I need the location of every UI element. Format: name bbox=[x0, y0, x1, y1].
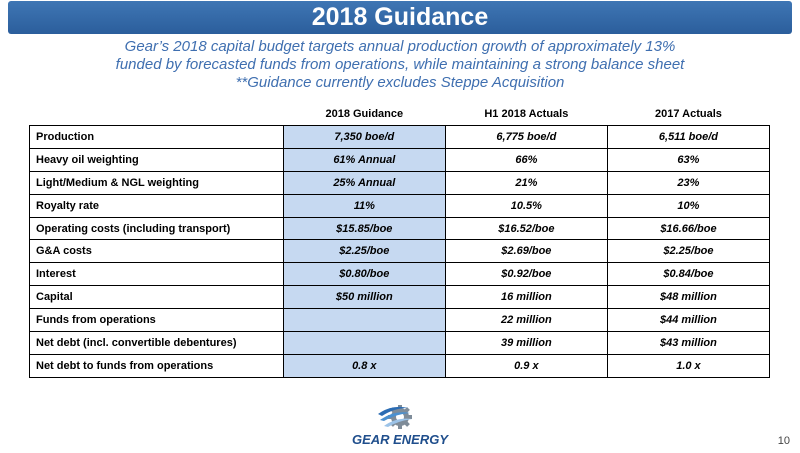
subtitle-line-3: **Guidance currently excludes Steppe Acquisition bbox=[235, 74, 565, 91]
row-label: Net debt to funds from operations bbox=[30, 354, 284, 377]
table-row bbox=[30, 194, 770, 217]
row-label: Production bbox=[30, 126, 284, 149]
table-row bbox=[30, 263, 770, 286]
row-label: Capital bbox=[30, 286, 284, 309]
cell-2017: $2.25/boe bbox=[607, 240, 769, 263]
gear-logo-icon bbox=[330, 402, 470, 448]
table-row bbox=[30, 309, 770, 332]
cell-2018-guidance: $2.25/boe bbox=[283, 240, 445, 263]
subtitle bbox=[20, 38, 780, 92]
cell-h1-2018: 16 million bbox=[445, 286, 607, 309]
header-2017-actuals: 2017 Actuals bbox=[655, 108, 722, 120]
cell-2017: 23% bbox=[607, 171, 769, 194]
row-label: G&A costs bbox=[30, 240, 284, 263]
page-number: 10 bbox=[777, 435, 790, 447]
subtitle-line-2: funded by forecasted funds from operations, while maintaining a strong balance sheet bbox=[115, 56, 685, 73]
cell-2018-guidance: 0.8 x bbox=[283, 354, 445, 377]
table-row bbox=[30, 171, 770, 194]
row-label: Light/Medium & NGL weighting bbox=[30, 171, 284, 194]
table-row bbox=[30, 126, 770, 149]
cell-h1-2018: 0.9 x bbox=[445, 354, 607, 377]
cell-2018-guidance: $15.85/boe bbox=[283, 217, 445, 240]
cell-2018-guidance bbox=[283, 309, 445, 332]
cell-h1-2018: 21% bbox=[445, 171, 607, 194]
subtitle-line-1: Gear’s 2018 capital budget targets annual production growth of approximately 13% bbox=[124, 38, 676, 55]
cell-h1-2018: 39 million bbox=[445, 332, 607, 355]
cell-2017: $43 million bbox=[607, 332, 769, 355]
table-row bbox=[30, 217, 770, 240]
header-2018-guidance: 2018 Guidance bbox=[325, 108, 404, 120]
header-h1-2018-actuals: H1 2018 Actuals bbox=[484, 108, 569, 120]
cell-2017: $16.66/boe bbox=[607, 217, 769, 240]
cell-2018-guidance: 11% bbox=[283, 194, 445, 217]
cell-2017: 1.0 x bbox=[607, 354, 769, 377]
cell-h1-2018: 6,775 boe/d bbox=[445, 126, 607, 149]
cell-h1-2018: 10.5% bbox=[445, 194, 607, 217]
cell-2018-guidance: 25% Annual bbox=[283, 171, 445, 194]
guidance-table bbox=[29, 103, 770, 378]
page-title: 2018 Guidance bbox=[311, 3, 489, 31]
row-label: Funds from operations bbox=[30, 309, 284, 332]
cell-h1-2018: $0.92/boe bbox=[445, 263, 607, 286]
cell-2018-guidance: $50 million bbox=[283, 286, 445, 309]
title-bar bbox=[8, 1, 792, 34]
cell-2017: $0.84/boe bbox=[607, 263, 769, 286]
row-label: Net debt (incl. convertible debentures) bbox=[30, 332, 284, 355]
row-label: Royalty rate bbox=[30, 194, 284, 217]
table-row bbox=[30, 286, 770, 309]
table-row bbox=[30, 354, 770, 377]
table-row bbox=[30, 240, 770, 263]
cell-2017: 6,511 boe/d bbox=[607, 126, 769, 149]
cell-2018-guidance: 7,350 boe/d bbox=[283, 126, 445, 149]
cell-2018-guidance bbox=[283, 332, 445, 355]
cell-h1-2018: 22 million bbox=[445, 309, 607, 332]
cell-2017: $44 million bbox=[607, 309, 769, 332]
logo-text: GEAR ENERGY bbox=[351, 432, 449, 447]
row-label: Operating costs (including transport) bbox=[30, 217, 284, 240]
table-row bbox=[30, 148, 770, 171]
gear-energy-logo bbox=[330, 402, 470, 448]
row-label: Interest bbox=[30, 263, 284, 286]
row-label: Heavy oil weighting bbox=[30, 148, 284, 171]
cell-h1-2018: $2.69/boe bbox=[445, 240, 607, 263]
cell-2017: 63% bbox=[607, 148, 769, 171]
cell-2017: 10% bbox=[607, 194, 769, 217]
table-row bbox=[30, 332, 770, 355]
header-blank bbox=[30, 103, 284, 126]
cell-h1-2018: $16.52/boe bbox=[445, 217, 607, 240]
cell-2017: $48 million bbox=[607, 286, 769, 309]
cell-2018-guidance: $0.80/boe bbox=[283, 263, 445, 286]
cell-h1-2018: 66% bbox=[445, 148, 607, 171]
cell-2018-guidance: 61% Annual bbox=[283, 148, 445, 171]
table-header-row bbox=[30, 103, 770, 126]
